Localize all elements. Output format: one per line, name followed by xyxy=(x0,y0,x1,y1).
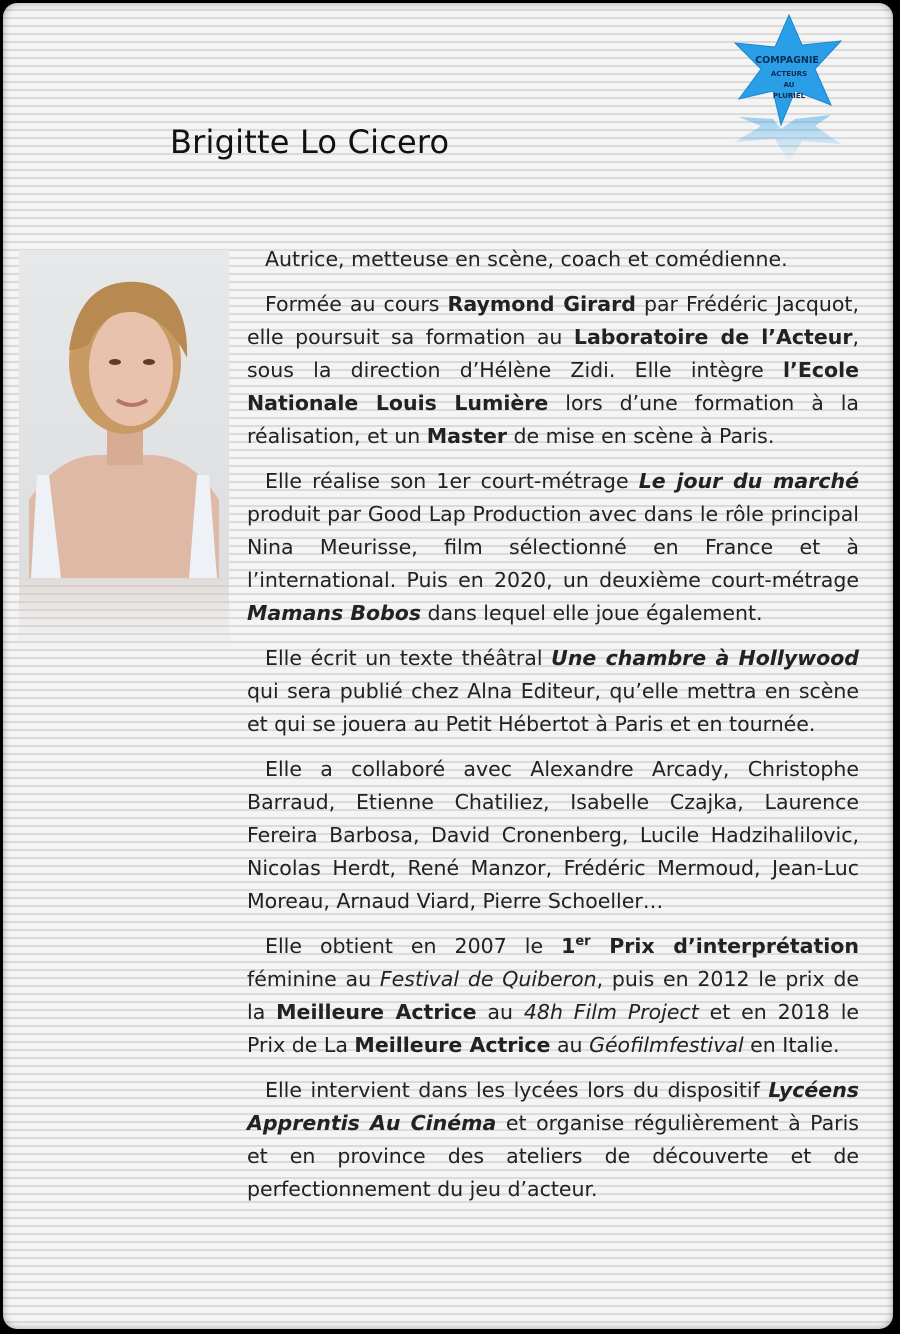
bio-paragraph-shortfilms: Elle réalise son 1er court-métrage Le jour du marché produit par Good Lap Production avec dans le rôle principal Nina Meurisse, film sélectionné en France et à l’international. Puis en 2020, un deuxième court-métrage Mamans Bobos dans lequel elle joue également. xyxy=(247,469,859,625)
page-title: Brigitte Lo Cicero xyxy=(170,123,450,161)
company-star-logo xyxy=(729,13,849,163)
bio-paragraph-workshops: Elle intervient dans les lycées lors du dispositif Lycéens Apprentis Au Cinéma et organise régulièrement à Paris et en province des ateliers de découverte et de perfectionnement du jeu d’acteur. xyxy=(247,1078,859,1201)
bio-tagline: Autrice, metteuse en scène, coach et comédienne. xyxy=(265,247,788,271)
photo-reflection xyxy=(19,579,229,649)
logo-line4: PLURIEL xyxy=(772,92,806,100)
logo-line1: COMPAGNIE xyxy=(755,55,819,66)
bio-paragraph-collaborations: Elle a collaboré avec Alexandre Arcady, Christophe Barraud, Etienne Chatiliez, Isabelle Czajka, Laurence Fereira Barbosa, David Cronenberg, Lucile Hadzihalilovic, Nicolas Herdt, René Manzor, Frédéric Mermoud, Jean-Luc Moreau, Arnaud Viard, Pierre Schoeller… xyxy=(247,757,859,913)
portrait-photo-icon xyxy=(19,250,229,578)
logo-line2: ACTEURS xyxy=(770,70,808,78)
bio-paragraph-theatre: Elle écrit un texte théâtral Une chambre à Hollywood qui sera publié chez Alna Editeur, qu’elle mettra en scène et qui se jouera au Petit Hébertot à Paris et en tournée. xyxy=(247,646,859,736)
bio-paragraph-awards: Elle obtient en 2007 le 1er Prix d’interprétation féminine au Festival de Quiberon, puis en 2012 le prix de la Meilleure Actrice au 48h Film Project et en 2018 le Prix de La Meilleure Actrice au Géofilmfestival en Italie. xyxy=(247,934,859,1057)
portrait-photo xyxy=(19,250,229,578)
bio-paragraph-training: Formée au cours Raymond Girard par Frédéric Jacquot, elle poursuit sa formation au Laboratoire de l’Acteur, sous la direction d’Hélène Zidi. Elle intègre l’Ecole Nationale Louis Lumière lors d’une formation à la réalisation, et un Master de mise en scène à Paris. xyxy=(247,292,859,448)
logo-line3: AU xyxy=(783,81,795,89)
bio-card xyxy=(3,3,893,1329)
biography-text xyxy=(247,243,859,1218)
